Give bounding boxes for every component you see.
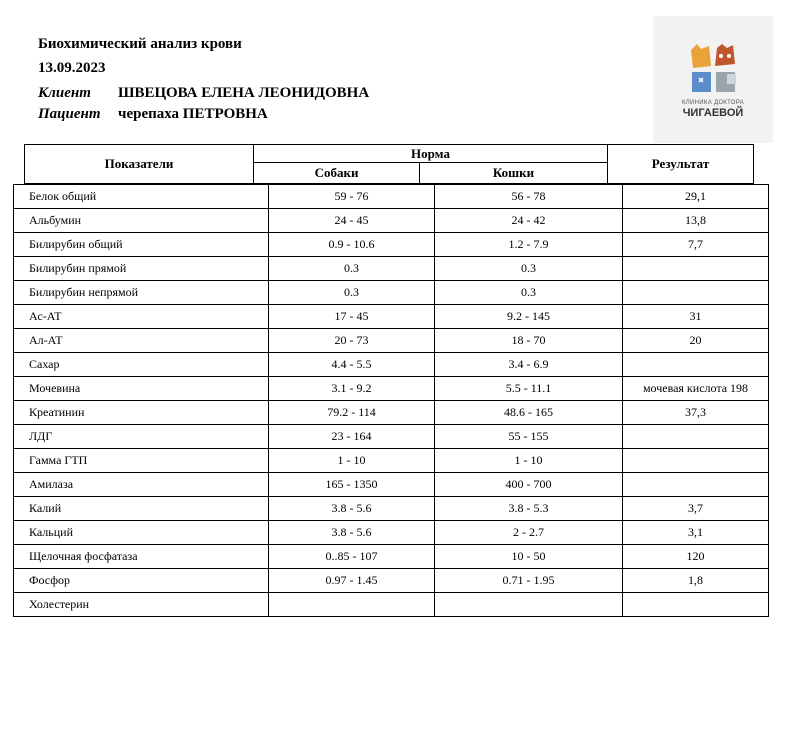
- report-date: 13.09.2023: [38, 60, 106, 76]
- norm-dogs: 0.9 - 10.6: [269, 233, 435, 257]
- result-value: мочевая кислота 198: [623, 377, 769, 401]
- indicator-name: Сахар: [14, 353, 269, 377]
- result-value: 37,3: [623, 401, 769, 425]
- header-result: Результат: [608, 145, 754, 184]
- results-table: [13, 184, 769, 617]
- clinic-logo: [653, 16, 773, 143]
- norm-dogs: 4.4 - 5.5: [269, 353, 435, 377]
- norm-dogs: 23 - 164: [269, 425, 435, 449]
- norm-cats: 48.6 - 165: [435, 401, 623, 425]
- norm-dogs: 0.97 - 1.45: [269, 569, 435, 593]
- norm-dogs: 24 - 45: [269, 209, 435, 233]
- norm-cats: 56 - 78: [435, 185, 623, 209]
- indicator-name: Билирубин прямой: [14, 257, 269, 281]
- norm-cats: 0.3: [435, 257, 623, 281]
- table-row: [14, 449, 769, 473]
- table-row: [14, 473, 769, 497]
- norm-dogs: 1 - 10: [269, 449, 435, 473]
- indicator-name: Ас-АТ: [14, 305, 269, 329]
- result-value: 7,7: [623, 233, 769, 257]
- indicator-name: Альбумин: [14, 209, 269, 233]
- norm-cats: 0.3: [435, 281, 623, 305]
- norm-cats: 1.2 - 7.9: [435, 233, 623, 257]
- indicator-name: Мочевина: [14, 377, 269, 401]
- indicator-name: Холестерин: [14, 593, 269, 617]
- client-name: ШВЕЦОВА ЕЛЕНА ЛЕОНИДОВНА: [118, 85, 370, 101]
- norm-cats: 10 - 50: [435, 545, 623, 569]
- table-row: [14, 209, 769, 233]
- indicator-name: Амилаза: [14, 473, 269, 497]
- norm-cats: [435, 593, 623, 617]
- table-header: [24, 144, 754, 184]
- table-row: [14, 185, 769, 209]
- header-cats: Кошки: [420, 163, 608, 184]
- report-title: Биохимический анализ крови: [38, 36, 242, 52]
- result-value: 1,8: [623, 569, 769, 593]
- indicator-name: Фосфор: [14, 569, 269, 593]
- result-value: [623, 281, 769, 305]
- norm-dogs: 3.8 - 5.6: [269, 521, 435, 545]
- header-indicators: Показатели: [25, 145, 254, 184]
- result-value: [623, 593, 769, 617]
- table-row: [14, 353, 769, 377]
- header-norm: Норма: [254, 145, 608, 163]
- result-value: [623, 449, 769, 473]
- result-value: 3,7: [623, 497, 769, 521]
- result-value: 3,1: [623, 521, 769, 545]
- indicator-name: Ал-АТ: [14, 329, 269, 353]
- table-row: [14, 593, 769, 617]
- table-row: [14, 377, 769, 401]
- table-row: [14, 521, 769, 545]
- norm-dogs: 0..85 - 107: [269, 545, 435, 569]
- norm-dogs: 59 - 76: [269, 185, 435, 209]
- clinic-logo-line2: ЧИГАЕВОЙ: [682, 107, 744, 119]
- norm-cats: 0.71 - 1.95: [435, 569, 623, 593]
- indicator-name: Билирубин общий: [14, 233, 269, 257]
- client-label: Клиент: [38, 85, 91, 101]
- table-row: [14, 569, 769, 593]
- indicator-name: Гамма ГТП: [14, 449, 269, 473]
- indicator-name: ЛДГ: [14, 425, 269, 449]
- indicator-name: Кальций: [14, 521, 269, 545]
- norm-cats: 18 - 70: [435, 329, 623, 353]
- norm-cats: 2 - 2.7: [435, 521, 623, 545]
- result-value: 120: [623, 545, 769, 569]
- indicator-name: Калий: [14, 497, 269, 521]
- clinic-logo-line1: КЛИНИКА ДОКТОРА: [682, 100, 744, 106]
- result-value: [623, 425, 769, 449]
- indicator-name: Креатинин: [14, 401, 269, 425]
- norm-dogs: 0.3: [269, 257, 435, 281]
- norm-dogs: 0.3: [269, 281, 435, 305]
- norm-cats: 1 - 10: [435, 449, 623, 473]
- norm-dogs: 165 - 1350: [269, 473, 435, 497]
- result-value: 29,1: [623, 185, 769, 209]
- result-value: [623, 353, 769, 377]
- table-row: [14, 401, 769, 425]
- norm-cats: 9.2 - 145: [435, 305, 623, 329]
- norm-cats: 3.4 - 6.9: [435, 353, 623, 377]
- norm-dogs: 3.1 - 9.2: [269, 377, 435, 401]
- table-row: [14, 425, 769, 449]
- table-row: [14, 233, 769, 257]
- norm-cats: 3.8 - 5.3: [435, 497, 623, 521]
- result-value: 20: [623, 329, 769, 353]
- indicator-name: Билирубин непрямой: [14, 281, 269, 305]
- norm-dogs: [269, 593, 435, 617]
- norm-cats: 24 - 42: [435, 209, 623, 233]
- table-row: [14, 329, 769, 353]
- indicator-name: Щелочная фосфатаза: [14, 545, 269, 569]
- table-row: [14, 497, 769, 521]
- header-dogs: Собаки: [254, 163, 420, 184]
- indicator-name: Белок общий: [14, 185, 269, 209]
- norm-cats: 5.5 - 11.1: [435, 377, 623, 401]
- patient-name: черепаха ПЕТРОВНА: [118, 106, 268, 122]
- result-value: [623, 473, 769, 497]
- result-value: 13,8: [623, 209, 769, 233]
- norm-cats: 400 - 700: [435, 473, 623, 497]
- norm-dogs: 20 - 73: [269, 329, 435, 353]
- norm-cats: 55 - 155: [435, 425, 623, 449]
- table-row: [14, 305, 769, 329]
- patient-label: Пациент: [38, 106, 101, 122]
- norm-dogs: 17 - 45: [269, 305, 435, 329]
- table-row: [14, 281, 769, 305]
- norm-dogs: 3.8 - 5.6: [269, 497, 435, 521]
- client-row: [38, 85, 369, 102]
- result-value: [623, 257, 769, 281]
- clinic-logo-icon: [689, 42, 739, 98]
- patient-row: [38, 106, 268, 123]
- table-row: [14, 545, 769, 569]
- norm-dogs: 79.2 - 114: [269, 401, 435, 425]
- result-value: 31: [623, 305, 769, 329]
- table-row: [14, 257, 769, 281]
